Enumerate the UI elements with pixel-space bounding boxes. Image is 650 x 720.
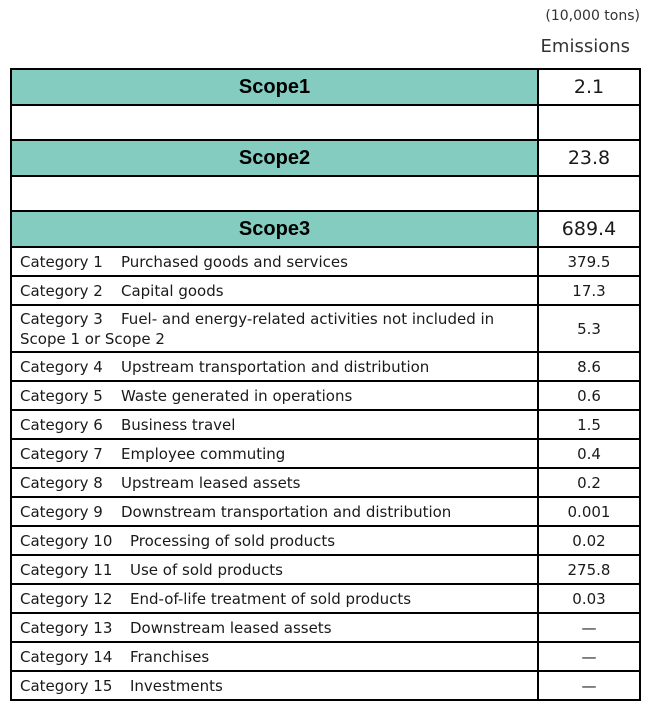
category-row [11, 305, 640, 352]
category-value: 0.02 [538, 526, 640, 555]
category-name: Downstream leased assets [130, 618, 332, 637]
category-value: 0.4 [538, 439, 640, 468]
category-label-cell [11, 555, 538, 584]
category-value: 379.5 [538, 247, 640, 276]
category-number: Category 6 [20, 415, 103, 434]
category-value: 17.3 [538, 276, 640, 305]
category-number: Category 13 [20, 618, 113, 637]
category-row [11, 642, 640, 671]
category-row [11, 468, 640, 497]
category-name: Waste generated in operations [121, 386, 353, 405]
category-row [11, 439, 640, 468]
emissions-table [10, 68, 641, 701]
category-name: Processing of sold products [130, 531, 336, 550]
category-label-cell [11, 642, 538, 671]
scope-value: 23.8 [538, 140, 640, 176]
category-number: Category 2 [20, 281, 103, 300]
blank-cell [11, 105, 538, 140]
category-value: — [538, 642, 640, 671]
category-label-cell [11, 247, 538, 276]
category-label-cell [11, 276, 538, 305]
category-value: 0.6 [538, 381, 640, 410]
category-name: Business travel [121, 415, 236, 434]
category-name: Capital goods [121, 281, 224, 300]
category-row [11, 276, 640, 305]
category-value: 0.03 [538, 584, 640, 613]
category-label-cell [11, 439, 538, 468]
scope-label: Scope3 [11, 211, 538, 247]
category-value: 0.2 [538, 468, 640, 497]
category-row [11, 497, 640, 526]
category-number: Category 9 [20, 502, 103, 521]
category-label-cell [11, 352, 538, 381]
category-label-cell [11, 468, 538, 497]
category-number: Category 7 [20, 444, 103, 463]
category-number: Category 11 [20, 560, 113, 579]
scope2-row [11, 140, 640, 176]
category-row [11, 555, 640, 584]
category-label-cell [11, 305, 538, 352]
category-value: 5.3 [538, 305, 640, 352]
scope-value: 689.4 [538, 211, 640, 247]
category-label-cell [11, 410, 538, 439]
category-number: Category 12 [20, 589, 113, 608]
scope1-row [11, 69, 640, 105]
category-label-cell [11, 671, 538, 700]
category-row [11, 584, 640, 613]
category-row [11, 247, 640, 276]
category-name: Franchises [130, 647, 210, 666]
category-number: Category 8 [20, 473, 103, 492]
category-value: — [538, 613, 640, 642]
category-value: 8.6 [538, 352, 640, 381]
emissions-column-header: Emissions [540, 36, 630, 57]
category-name: Purchased goods and services [121, 252, 348, 271]
category-row [11, 410, 640, 439]
category-value: — [538, 671, 640, 700]
blank-cell [538, 176, 640, 211]
category-label-cell [11, 526, 538, 555]
blank-row [11, 105, 640, 140]
category-name: Investments [130, 676, 223, 695]
scope-value: 2.1 [538, 69, 640, 105]
category-number: Category 1 [20, 252, 103, 271]
scope-label: Scope2 [11, 140, 538, 176]
unit-label: (10,000 tons) [545, 8, 640, 24]
category-value: 0.001 [538, 497, 640, 526]
scope3-row [11, 211, 640, 247]
category-row [11, 352, 640, 381]
category-number: Category 3 [20, 309, 103, 328]
blank-cell [538, 105, 640, 140]
category-row [11, 526, 640, 555]
category-number: Category 15 [20, 676, 113, 695]
blank-row [11, 176, 640, 211]
category-name: Use of sold products [130, 560, 283, 579]
category-name: Employee commuting [121, 444, 286, 463]
category-name: Fuel- and energy-related activities not included in Scope 1 or Scope 2 [20, 309, 495, 348]
category-number: Category 5 [20, 386, 103, 405]
category-row [11, 613, 640, 642]
category-label-cell [11, 613, 538, 642]
category-name: Upstream transportation and distribution [121, 357, 430, 376]
category-number: Category 10 [20, 531, 113, 550]
category-label-cell [11, 381, 538, 410]
category-label-cell [11, 584, 538, 613]
scope-label: Scope1 [11, 69, 538, 105]
category-name: Upstream leased assets [121, 473, 301, 492]
category-name: Downstream transportation and distribution [121, 502, 452, 521]
blank-cell [11, 176, 538, 211]
category-row [11, 381, 640, 410]
category-label-cell [11, 497, 538, 526]
category-value: 275.8 [538, 555, 640, 584]
category-value: 1.5 [538, 410, 640, 439]
category-row [11, 671, 640, 700]
category-name: End-of-life treatment of sold products [130, 589, 412, 608]
category-number: Category 14 [20, 647, 113, 666]
category-number: Category 4 [20, 357, 103, 376]
